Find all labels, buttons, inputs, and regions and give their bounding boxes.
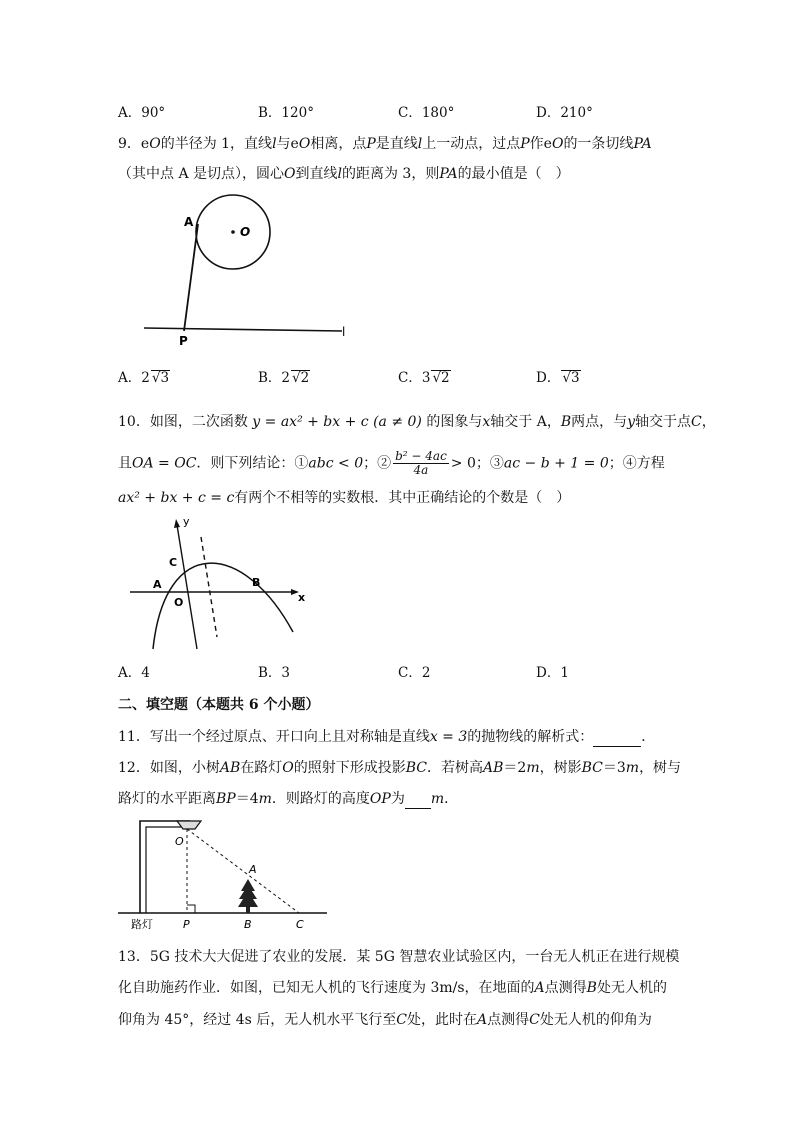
q8-option-c: C．180°	[398, 105, 455, 121]
q9-line-l	[144, 328, 342, 331]
q10-stem-line3: ax² + bx + c = c有两个不相等的实数根．其中正确结论的个数是（ ）	[118, 490, 571, 506]
q9-stem-line1: 9．eO的半径为 1，直线l与eO相离，点P是直线l上一动点，过点P作eO的一条切线PA	[118, 136, 652, 152]
q12-label-c: C	[296, 918, 304, 931]
q10-option-d: D．1	[536, 665, 569, 681]
q12-label-b: B	[244, 918, 252, 931]
q9-label-a: A	[184, 215, 194, 229]
q12-answer-blank	[405, 808, 431, 809]
q9-label-l: l	[342, 325, 346, 339]
q9-label-o: O	[240, 225, 251, 239]
q10-label-y: y	[183, 515, 190, 528]
q9-option-d: D． √3	[536, 370, 580, 386]
q9-tangent-pa	[184, 224, 198, 331]
q10-y-axis	[177, 525, 197, 649]
section2-title: 二、填空题（本题共 6 个小题）	[118, 697, 320, 713]
q12-label-lamp: 路灯	[131, 918, 153, 931]
q10-label-x: x	[298, 591, 306, 604]
q9-option-c: C．3 √2	[398, 370, 450, 386]
q10-figure	[125, 515, 310, 655]
q12-figure	[115, 817, 335, 935]
q9-label-p: P	[179, 334, 188, 348]
q10-label-a: A	[153, 578, 162, 591]
q8-option-a: A．90°	[118, 105, 166, 121]
q10-option-c: C．2	[398, 665, 431, 681]
q8-option-b: B．120°	[258, 105, 314, 121]
q12-right-angle	[187, 905, 195, 913]
q10-option-a: A．4	[118, 665, 150, 681]
q12-label-o: O	[175, 835, 184, 848]
q10-label-c: C	[169, 556, 178, 569]
q9-option-a: A．2 √3	[118, 370, 170, 386]
q13-stem-line3: 仰角为 45°，经过 4s 后，无人机水平飞行至C处，此时在A点测得C处无人机的仰角为	[118, 1012, 652, 1028]
q12-stem-line2: 路灯的水平距离BP＝4m．则路灯的高度OP为 m．	[118, 791, 459, 807]
q13-stem-line2: 化自助施药作业．如图，已知无人机的飞行速度为 3m/s，在地面的A点测得B处无人机的	[118, 980, 667, 996]
q12-stem-line1: 12．如图，小树AB在路灯O的照射下形成投影BC．若树高AB＝2m，树影BC＝3m，树与	[118, 760, 682, 776]
q12-label-a: A	[249, 863, 257, 876]
q13-stem-line1: 13．5G 技术大大促进了农业的发展．某 5G 智慧农业试验区内，一台无人机正在进行规模	[118, 949, 680, 965]
q10-stem-line2: 且OA = OC．则下列结论：①abc < 0；② $\frac{\text{b² − 4ac}}{4a}$ > 0；③ac − b + 1 = 0；④方程	[118, 449, 665, 477]
q11-stem: 11．写出一个经过原点、开口向上且对称轴是直线x = 3的抛物线的解析式： ．	[118, 729, 656, 745]
q12-lamp-head	[177, 821, 201, 829]
q10-label-b: B	[252, 576, 261, 589]
q12-tree	[238, 879, 258, 913]
q9-stem-line2: （其中点 A 是切点），圆心O到直线l的距离为 3，则PA的最小值是（ ）	[118, 166, 570, 182]
q9-option-b: B．2 √2	[258, 370, 310, 386]
q9-figure	[130, 190, 360, 350]
q10-option-b: B．3	[258, 665, 291, 681]
q8-option-d: D．210°	[536, 105, 593, 121]
q10-label-o: O	[174, 596, 184, 609]
q10-symmetry-axis	[201, 537, 217, 637]
q12-label-p: P	[183, 918, 190, 931]
q9-center-dot	[231, 230, 235, 234]
q10-stem-line1: 10．如图，二次函数 y = ax² + bx + c (a ≠ 0) 的图象与x轴交于 A，B两点，与y轴交于点C，	[118, 414, 716, 430]
q11-answer-blank	[593, 746, 641, 747]
